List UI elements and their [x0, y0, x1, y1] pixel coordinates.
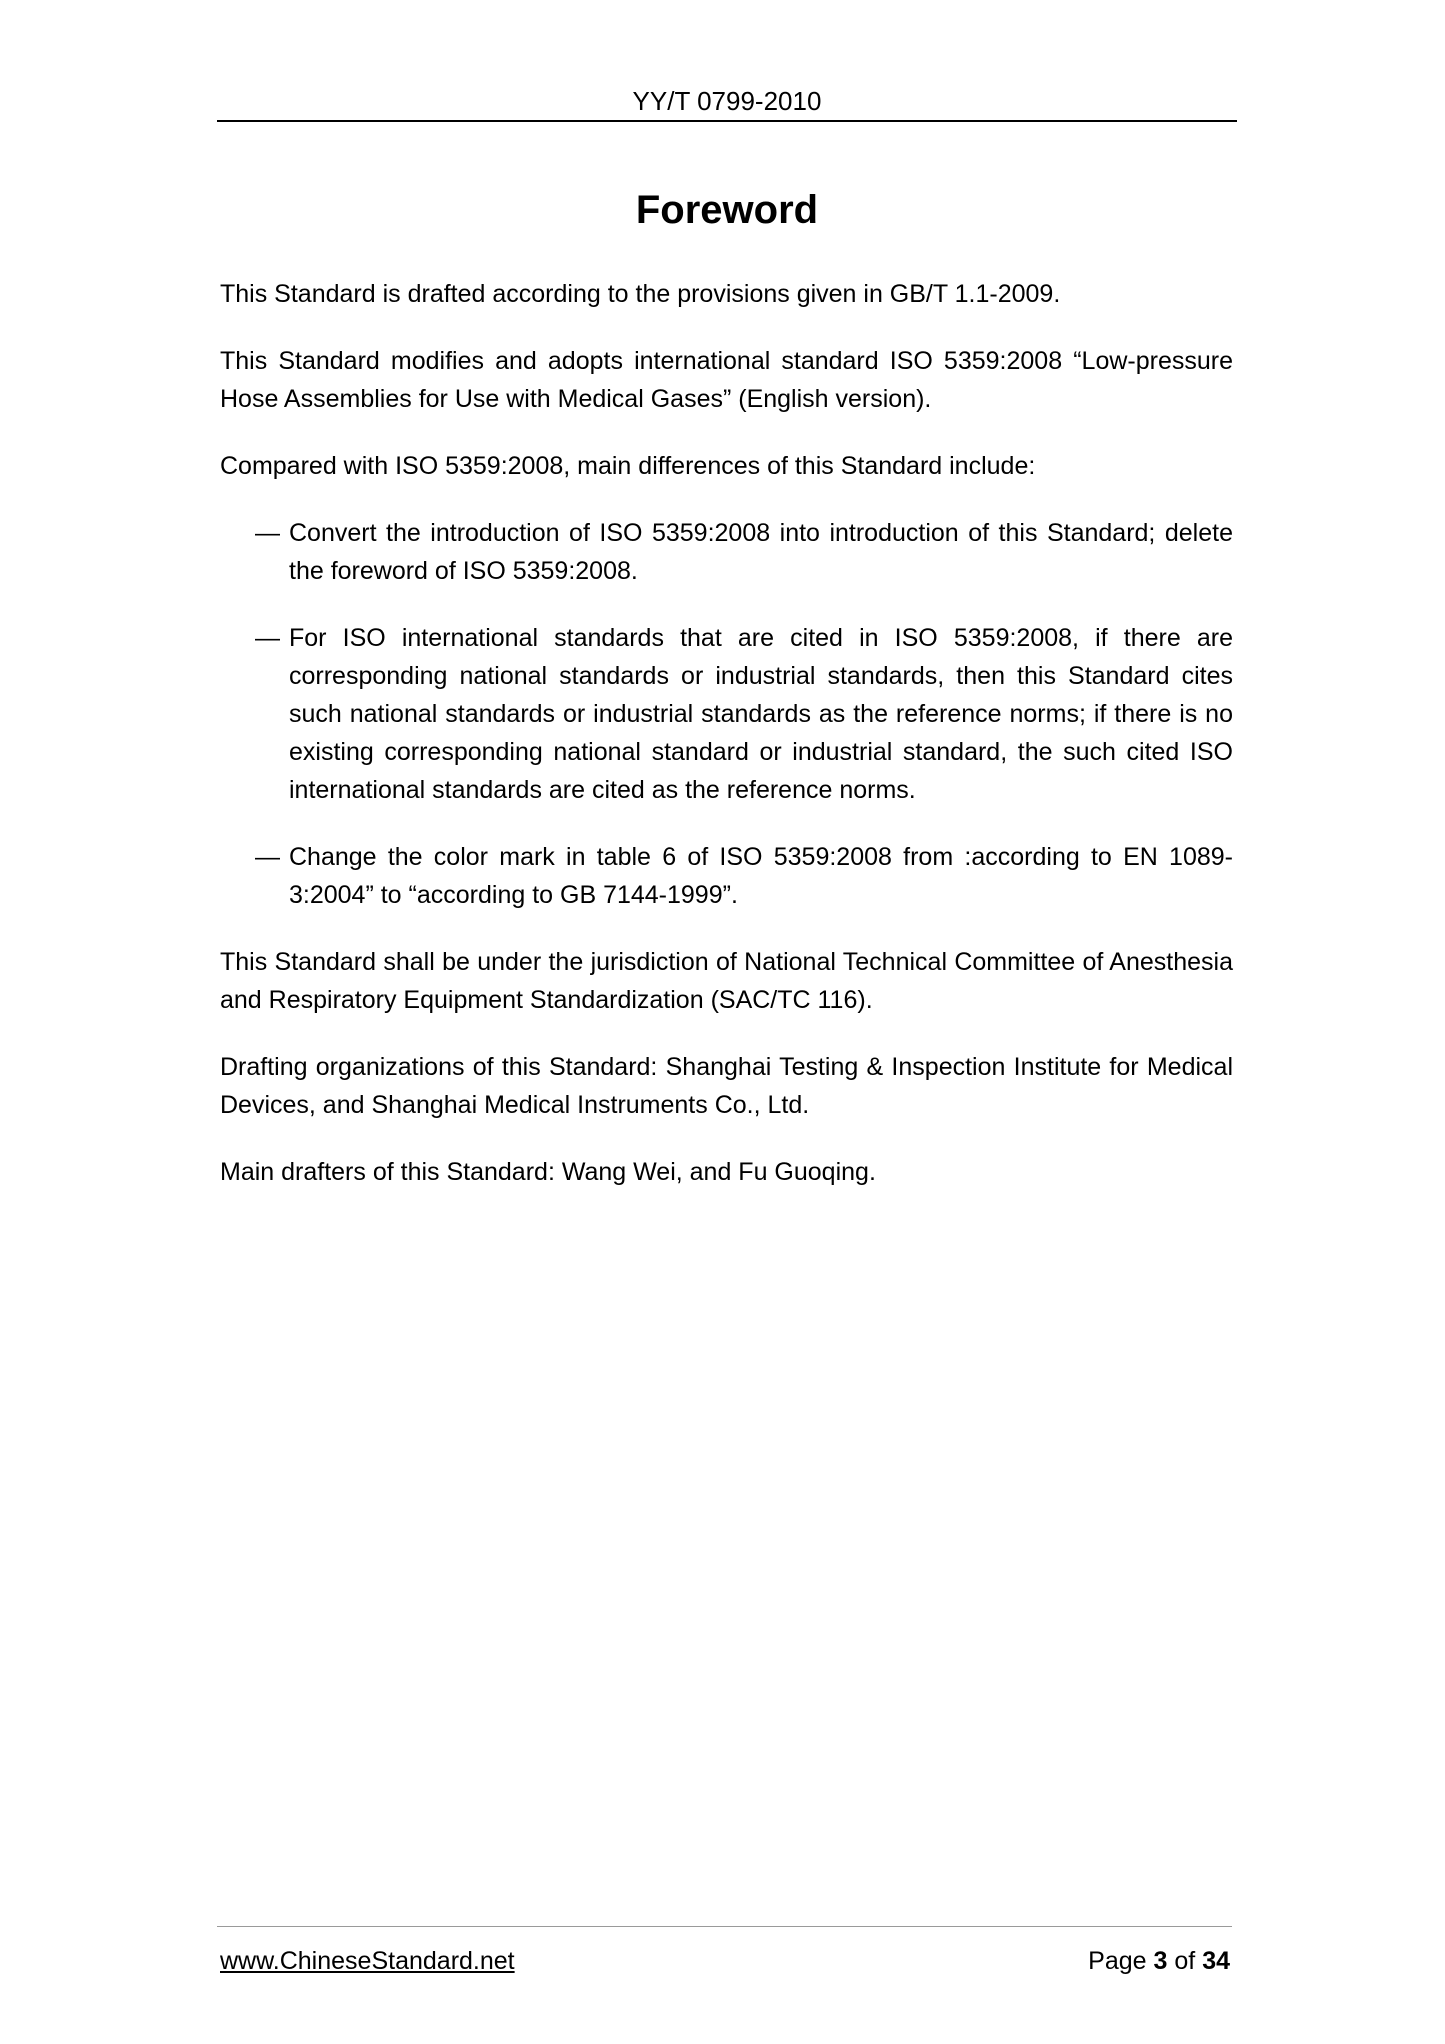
dash-marker: — [255, 624, 280, 652]
page-of-label: of [1174, 1947, 1196, 1975]
dash-marker: — [255, 843, 280, 871]
page-label: Page [1088, 1947, 1147, 1975]
doc-code: YY/T 0799-2010 [632, 86, 822, 116]
running-header [217, 84, 1237, 122]
paragraph-adoption: This Standard modifies and adopts international standard ISO 5359:2008 “Low-pressure Hose Assemblies for Use with Medical Gases” (English version). [220, 347, 1233, 413]
list-item [255, 838, 1233, 914]
footer-divider [217, 1926, 1232, 1927]
list-item [255, 619, 1233, 809]
list-item-text: For ISO international standards that are cited in ISO 5359:2008, if there are corresponding national standards or industrial standards, then this Standard cites such national standards or industrial standards as the reference norms; if there is no existing corresponding national standard or industrial standard, the such cited ISO international standards are cited as the reference norms. [289, 624, 1233, 804]
foreword-body [220, 275, 1233, 1220]
page-number [1088, 1944, 1230, 1978]
page-title: Foreword [635, 188, 819, 232]
paragraph-differences-intro: Compared with ISO 5359:2008, main differences of this Standard include: [220, 452, 1036, 480]
dash-marker: — [255, 519, 280, 547]
page-footer [220, 1944, 1230, 1978]
paragraph-main-drafters: Main drafters of this Standard: Wang Wei, and Fu Guoqing. [220, 1158, 876, 1186]
website-link[interactable]: www.ChineseStandard.net [220, 1947, 515, 1975]
list-item-text: Convert the introduction of ISO 5359:2008 into introduction of this Standard; delete the foreword of ISO 5359:2008. [289, 519, 1233, 585]
paragraph-drafting-provisions: This Standard is drafted according to the provisions given in GB/T 1.1-2009. [220, 280, 1061, 308]
current-page: 3 [1153, 1947, 1168, 1975]
list-item-text: Change the color mark in table 6 of ISO 5359:2008 from :according to EN 1089-3:2004” to “according to GB 7144-1999”. [289, 843, 1233, 909]
total-pages: 34 [1202, 1947, 1230, 1975]
paragraph-drafting-organizations: Drafting organizations of this Standard: Shanghai Testing & Inspection Institute for Medical Devices, and Shanghai Medical Instruments Co., Ltd. [220, 1053, 1233, 1119]
list-item [255, 514, 1233, 590]
paragraph-jurisdiction: This Standard shall be under the jurisdiction of National Technical Committee of Anesthesia and Respiratory Equipment Standardization (SAC/TC 116). [220, 948, 1233, 1014]
